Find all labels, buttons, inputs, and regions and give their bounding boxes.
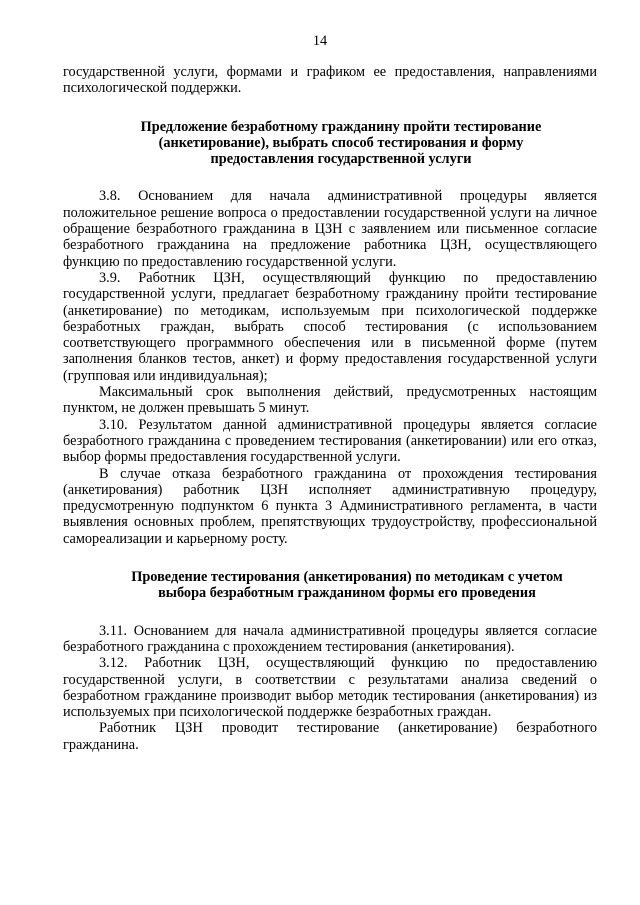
paragraph-3-8: 3.8. Основанием для начала административной процедуры является положительное решение вопроса о предоставлении государственной услуги на личное обращение безработного гражданина в ЦЗН с заявлением или письменное согласие безработного гражданина на предложение работника ЦЗН, осуществляющего функцию по предоставлению государственной услуги. bbox=[63, 188, 597, 270]
paragraph-3-10: 3.10. Результатом данной административной процедуры является согласие безработного гражданина с проведением тестирования (анкетировании) или его отказ, выбор формы предоставления государственной услуги. bbox=[63, 416, 597, 466]
paragraph-conducts-testing: Работник ЦЗН проводит тестирование (анкетирование) безработного гражданина. bbox=[63, 720, 597, 753]
intro-paragraph: государственной услуги, формами и графиком ее предоставления, направлениями психологической поддержки. bbox=[63, 64, 597, 97]
page-content bbox=[63, 64, 597, 753]
paragraph-max-time: Максимальный срок выполнения действий, предусмотренных настоящим пунктом, не должен превышать 5 минут. bbox=[63, 384, 597, 417]
paragraph-3-11: 3.11. Основанием для начала административной процедуры является согласие безработного гражданина с прохождением тестирования (анкетирования). bbox=[63, 622, 597, 655]
paragraph-refusal: В случае отказа безработного гражданина от прохождения тестирования (анкетирования) работник ЦЗН исполняет административную процедуру, предусмотренную подпунктом 6 пункта 3 Административного регламента, в части выявления основных проблем, препятствующих трудоустройству, профессиональной самореализации и карьерному росту. bbox=[63, 465, 597, 547]
section-heading-testing-conduct: Проведение тестирования (анкетирования) по методикам с учетом выбора безработным гражданином формы его проведения bbox=[131, 569, 563, 602]
page-number: 14 bbox=[312, 33, 328, 49]
paragraph-3-12: 3.12. Работник ЦЗН, осуществляющий функцию по предоставлению государственной услуги, в соответствии с результатами анализа сведений о безработном гражданине производит выбор методик тестирования (анкетирования) из используемых при психологической поддержке безработных граждан. bbox=[63, 655, 597, 721]
section-heading-testing-offer: Предложение безработному гражданину пройти тестирование (анкетирование), выбрать способ тестирования и форму предоставления государственной услуги bbox=[140, 118, 542, 168]
paragraph-3-9: 3.9. Работник ЦЗН, осуществляющий функцию по предоставлению государственной услуги, предлагает безработному гражданину пройти тестирование (анкетирование) по методикам, используемым при психологической поддержке безработных граждан, выбрать способ тестирования (с использованием соответствующего программного обеспечения или в письменной форме (путем заполнения бланков тестов, анкет) и форму предоставления государственной услуги (групповая или индивидуальная); bbox=[63, 269, 597, 384]
